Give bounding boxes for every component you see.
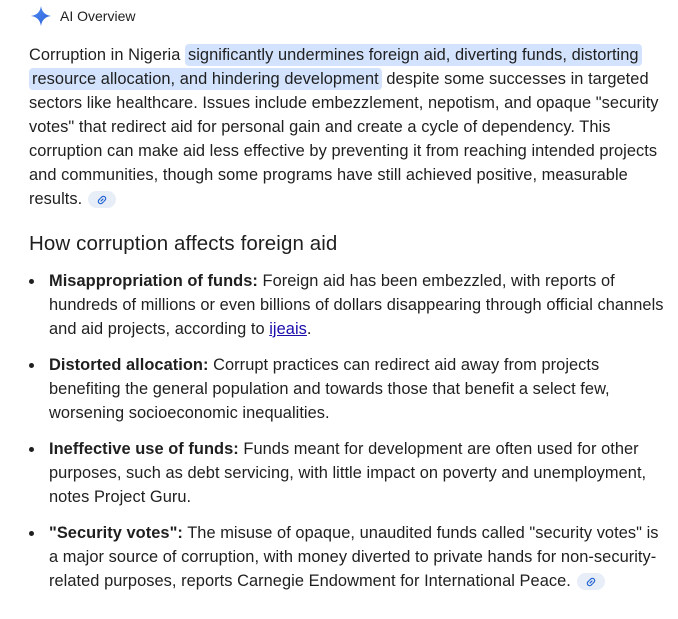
list-item [29,269,669,341]
summary-prefix: Corruption in Nigeria [29,46,185,64]
bullet-dot [29,279,34,284]
summary-suffix: despite some successes in targeted sectors like healthcare. Issues include embezzlement, nepotism, and opaque "security votes" that redirect aid for personal gain and create a cycle of dependency. This corruption can make aid less effective by preventing it from reaching intended projects and communities, though some programs have still achieved positive, measurable results. [29,70,659,208]
source-link-button[interactable] [577,573,605,590]
bullet-text: The misuse of opaque, unaudited funds called "security votes" is a major source of corruption, with money diverted to private hands for non-security-related purposes, reports Carnegie Endowment for International Peace. [49,524,659,590]
bullet-term: "Security votes": [49,524,183,542]
list-item [29,437,669,509]
list-item [29,521,669,593]
overview-summary [29,43,669,211]
ai-overview-title: AI Overview [60,8,136,24]
section-heading: How corruption affects foreign aid [29,232,338,255]
summary-highlight: significantly undermines foreign aid, diverting funds, distorting resource allocation, and hindering development [29,44,642,90]
sparkle-icon [30,5,52,27]
bullet-dot [29,531,34,536]
bullet-term: Distorted allocation: [49,356,209,374]
link-icon [96,194,108,206]
bullet-term: Ineffective use of funds: [49,440,239,458]
bullet-text: Foreign aid has been embezzled, with reports of hundreds of millions or even billions of dollars disappearing through official channels and aid projects, according to [49,272,664,338]
bullet-text-end: . [306,320,312,338]
bullet-dot [29,447,34,452]
link-icon [585,576,597,588]
bullet-dot [29,363,34,368]
bullet-text: Corrupt practices can redirect aid away from projects benefiting the general population and towards those that benefit a select few, worsening socioeconomic inequalities. [49,356,610,422]
ai-overview-header [30,4,135,28]
bullet-term: Misappropriation of funds: [49,272,258,290]
source-link-button[interactable] [88,191,116,208]
source-link-ijeais[interactable]: ijeais [269,320,307,338]
bullet-text: Funds meant for development are often used for other purposes, such as debt servicing, with little impact on poverty and unemployment, notes Project Guru. [49,440,647,506]
list-item [29,353,669,425]
effects-list [29,269,669,605]
